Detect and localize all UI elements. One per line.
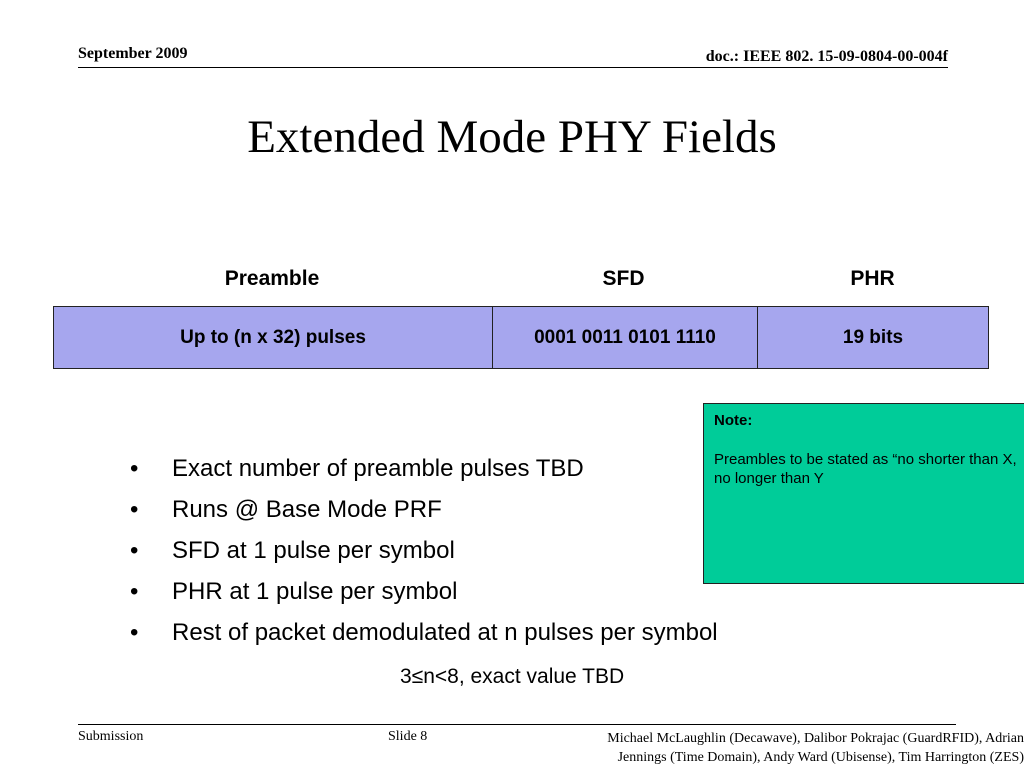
field-cell-preamble: Up to (n x 32) pulses [180,326,366,348]
field-cell-sfd: 0001 0011 0101 1110 [492,307,757,368]
field-label-preamble: Preamble [224,267,320,290]
list-item [130,578,718,619]
field-label-phr: PHR [850,267,895,290]
footer-submission: Submission [78,729,144,744]
header-doc-id: doc.: IEEE 802. 15-09-0804-00-004f [705,48,948,65]
bullet-text: Exact number of preamble pulses TBD [172,455,584,482]
header-date: September 2009 [78,45,188,62]
bullet-icon: • [130,578,139,605]
bullet-text: SFD at 1 pulse per symbol [172,537,455,564]
list-item [130,537,718,578]
bullet-text: Rest of packet demodulated at n pulses per symbol [172,619,718,646]
list-item [130,619,718,660]
slide-title: Extended Mode PHY Fields [247,111,777,163]
footer-slide-number: Slide 8 [388,729,428,744]
bullet-text: Runs @ Base Mode PRF [172,496,442,523]
bullet-text: PHR at 1 pulse per symbol [172,578,458,605]
header-divider [78,67,948,68]
phy-fields-diagram [53,306,989,369]
note-box [703,403,1024,584]
field-cell-phr: 19 bits [757,307,988,368]
subnote: 3≤n<8, exact value TBD [400,665,625,688]
footer-divider [78,724,956,725]
list-item [130,455,718,496]
bullet-list [130,455,718,660]
bullet-icon: • [130,496,139,523]
field-label-sfd: SFD [602,267,645,290]
bullet-icon: • [130,619,139,646]
bullet-icon: • [130,455,139,482]
bullet-icon: • [130,537,139,564]
note-body: Preambles to be stated as “no shorter than X, no longer than Y [714,450,1017,487]
list-item [130,496,718,537]
footer-authors [500,729,1024,767]
footer-authors-line2: Jennings (Time Domain), Andy Ward (Ubisense), Tim Harrington (ZES) [617,750,1024,765]
note-title: Note: [714,412,753,429]
footer-authors-line1: Michael McLaughlin (Decawave), Dalibor Pokrajac (GuardRFID), Adrian [607,731,1024,746]
